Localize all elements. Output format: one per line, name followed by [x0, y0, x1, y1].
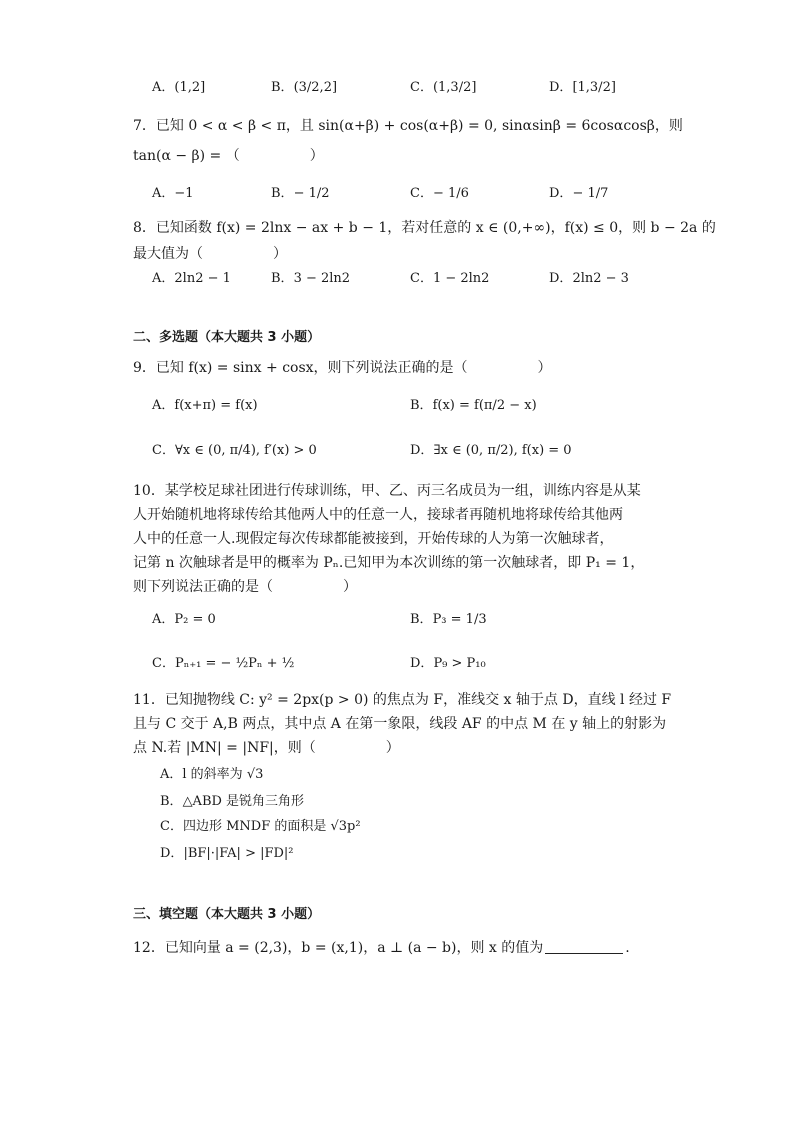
q7-option-b: B．− 1/2 — [271, 186, 330, 201]
q6-option-d: D．[1,3/2] — [549, 80, 616, 95]
q7-stem-line1: 7．已知 0 < α < β < π，且 sin(α+β) + cos(α+β) = 0, sinαsinβ = 6cosαcosβ，则 — [133, 118, 683, 134]
section-fill-blank-heading: 三、填空题（本大题共 3 小题） — [133, 907, 321, 922]
q12-answer-blank[interactable] — [545, 939, 623, 954]
q9-option-d: D．∃x ∈ (0, π/2), f(x) = 0 — [410, 443, 572, 458]
q10-stem-line5: 则下列说法正确的是（ ） — [133, 579, 357, 595]
q11-option-a: A．l 的斜率为 √3 — [160, 767, 264, 782]
q11-stem-line1: 11．已知抛物线 C: y² = 2px(p > 0) 的焦点为 F，准线交 x 轴于点 D，直线 l 经过 F — [133, 692, 672, 708]
q10-stem-line2: 人开始随机地将球传给其他两人中的任意一人，接球者再随机地将球传给其他两 — [133, 507, 623, 523]
q8-option-c: C．1 − 2ln2 — [410, 271, 490, 286]
q10-option-a: A．P₂ = 0 — [152, 612, 216, 627]
q8-stem-line2: 最大值为（ ） — [133, 246, 287, 262]
q10-stem-line1: 10．某学校足球社团进行传球训练，甲、乙、丙三名成员为一组，训练内容是从某 — [133, 483, 641, 499]
q8-stem-line1: 8．已知函数 f(x) = 2lnx − ax + b − 1，若对任意的 x ∈ (0,+∞)，f(x) ≤ 0，则 b − 2a 的 — [133, 220, 716, 236]
q12-text: 12．已知向量 a = (2,3)，b = (x,1)，a ⊥ (a − b)，则 x 的值为 — [133, 940, 544, 956]
q8-option-d: D．2ln2 − 3 — [549, 271, 629, 286]
q8-option-a: A．2ln2 − 1 — [152, 271, 231, 286]
q6-option-b: B．(3/2,2] — [271, 80, 338, 95]
q6-option-c: C．(1,3/2] — [410, 80, 477, 95]
section-multiple-choice-heading: 二、多选题（本大题共 3 小题） — [133, 330, 321, 345]
q7-stem-line2: tan(α − β) = （ ） — [133, 148, 324, 164]
q9-option-a: A．f(x+π) = f(x) — [152, 398, 258, 413]
q11-option-d: D．|BF|·|FA| > |FD|² — [160, 846, 294, 861]
q9-option-b: B．f(x) = f(π/2 − x) — [410, 398, 537, 413]
q7-option-d: D．− 1/7 — [549, 186, 609, 201]
q11-stem-line2: 且与 C 交于 A,B 两点，其中点 A 在第一象限，线段 AF 的中点 M 在 y 轴上的射影为 — [133, 716, 667, 732]
q10-stem-line4: 记第 n 次触球者是甲的概率为 Pₙ.已知甲为本次训练的第一次触球者，即 P₁ = 1， — [133, 555, 645, 571]
q9-stem: 9．已知 f(x) = sinx + cosx，则下列说法正确的是（ ） — [133, 360, 552, 376]
q10-option-b: B．P₃ = 1/3 — [410, 612, 487, 627]
q8-option-b: B．3 − 2ln2 — [271, 271, 351, 286]
q12-period: . — [625, 940, 630, 956]
q7-option-a: A．−1 — [152, 186, 194, 201]
q11-option-b: B．△ABD 是锐角三角形 — [160, 794, 305, 809]
q10-option-d: D．P₉ > P₁₀ — [410, 656, 486, 671]
q9-option-c: C．∀x ∈ (0, π/4), f′(x) > 0 — [152, 443, 317, 458]
q6-option-a: A．(1,2] — [152, 80, 206, 95]
q10-stem-line3: 人中的任意一人.现假定每次传球都能被接到，开始传球的人为第一次触球者， — [133, 531, 614, 547]
q7-option-c: C．− 1/6 — [410, 186, 469, 201]
q12-stem — [133, 938, 673, 958]
q11-option-c: C．四边形 MNDF 的面积是 √3p² — [160, 819, 361, 834]
q10-option-c: C．Pₙ₊₁ = − ½Pₙ + ½ — [152, 656, 295, 671]
q11-stem-line3: 点 N.若 |MN| = |NF|，则（ ） — [133, 740, 400, 756]
